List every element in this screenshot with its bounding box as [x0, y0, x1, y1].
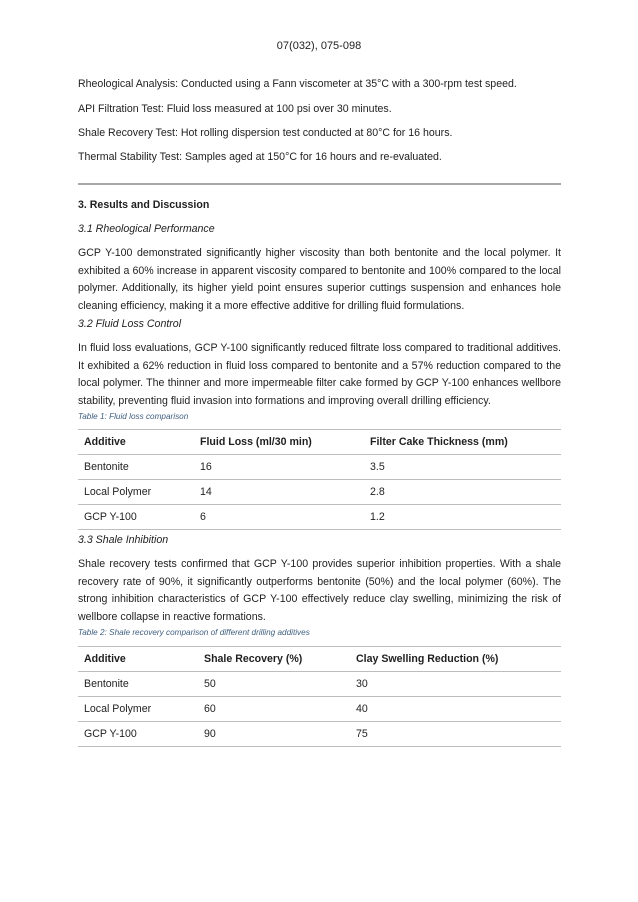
table-header-cell: Clay Swelling Reduction (%) — [350, 647, 561, 672]
table-cell: 30 — [350, 672, 561, 697]
table-cell: Bentonite — [78, 672, 198, 697]
subsection-title-fluid-loss: 3.2 Fluid Loss Control — [78, 318, 182, 330]
table-cell: 2.8 — [364, 480, 561, 505]
table-header-row — [78, 647, 561, 672]
table-cell: GCP Y-100 — [78, 722, 198, 747]
fluid-loss-table — [78, 429, 561, 530]
paragraph-shale: Shale recovery tests confirmed that GCP Y-100 provides superior inhibition properties. With a shale recovery rate of 90%, it significantly outperforms bentonite (50%) and the local polymer (60%). The strong inhibition characteristics of GCP Y-100 effectively reduce clay swelling, minimizing the risk of wellbore collapse in reactive formations. — [78, 558, 561, 623]
table-cell: Local Polymer — [78, 480, 194, 505]
table-header-cell: Shale Recovery (%) — [198, 647, 350, 672]
table-cell: 14 — [194, 480, 364, 505]
table-row — [78, 722, 561, 747]
table-cell: 1.2 — [364, 505, 561, 530]
subsection-title-rheology: 3.1 Rheological Performance — [78, 223, 215, 235]
table-cell: GCP Y-100 — [78, 505, 194, 530]
table-row — [78, 455, 561, 480]
shale-recovery-table — [78, 646, 561, 747]
table-cell: 60 — [198, 697, 350, 722]
table-row — [78, 672, 561, 697]
table-cell: 90 — [198, 722, 350, 747]
table-cell: 40 — [350, 697, 561, 722]
method-api-filtration: API Filtration Test: Fluid loss measured at 100 psi over 30 minutes. — [78, 103, 392, 115]
method-rheological-analysis: Rheological Analysis: Conducted using a Fann viscometer at 35°C with a 300-rpm test speed. — [78, 78, 517, 90]
table-cell: Local Polymer — [78, 697, 198, 722]
table-header-cell: Additive — [78, 430, 194, 455]
method-thermal-stability: Thermal Stability Test: Samples aged at 150°C for 16 hours and re-evaluated. — [78, 151, 442, 163]
section-divider — [78, 183, 561, 185]
section-heading: 3. Results and Discussion — [78, 199, 210, 211]
table-row — [78, 480, 561, 505]
table2-caption: Table 2: Shale recovery comparison of different drilling additives — [78, 628, 310, 637]
table-header-cell: Additive — [78, 647, 198, 672]
table-row — [78, 697, 561, 722]
table-cell: 50 — [198, 672, 350, 697]
table-header-cell: Fluid Loss (ml/30 min) — [194, 430, 364, 455]
method-shale-recovery: Shale Recovery Test: Hot rolling dispersion test conducted at 80°C for 16 hours. — [78, 127, 453, 139]
table1-caption: Table 1: Fluid loss comparison — [78, 412, 189, 421]
table-cell: 75 — [350, 722, 561, 747]
table-header-cell: Filter Cake Thickness (mm) — [364, 430, 561, 455]
table-header-row — [78, 430, 561, 455]
table-row — [78, 505, 561, 530]
table-cell: 16 — [194, 455, 364, 480]
table-cell: 3.5 — [364, 455, 561, 480]
paragraph-fluid-loss: In fluid loss evaluations, GCP Y-100 significantly reduced filtrate loss compared to traditional additives. It exhibited a 62% reduction in fluid loss compared to bentonite and a 57% reduction compared to the local polymer. The thinner and more impermeable filter cake formed by GCP Y-100 enhances wellbore stability, preventing fluid invasion into formations and improving overall drilling efficiency. — [78, 342, 561, 407]
subsection-title-shale: 3.3 Shale Inhibition — [78, 534, 169, 546]
paragraph-rheology: GCP Y-100 demonstrated significantly higher viscosity than both bentonite and the local polymer. It exhibited a 60% increase in apparent viscosity compared to bentonite and 100% compared to the local polymer. Additionally, its higher yield point ensures superior cuttings suspension and enhances hole cleaning efficiency, making it a more effective additive for drilling fluid formulations. — [78, 247, 561, 312]
table-cell: Bentonite — [78, 455, 194, 480]
page-header: 07(032), 075-098 — [276, 40, 362, 52]
table-cell: 6 — [194, 505, 364, 530]
